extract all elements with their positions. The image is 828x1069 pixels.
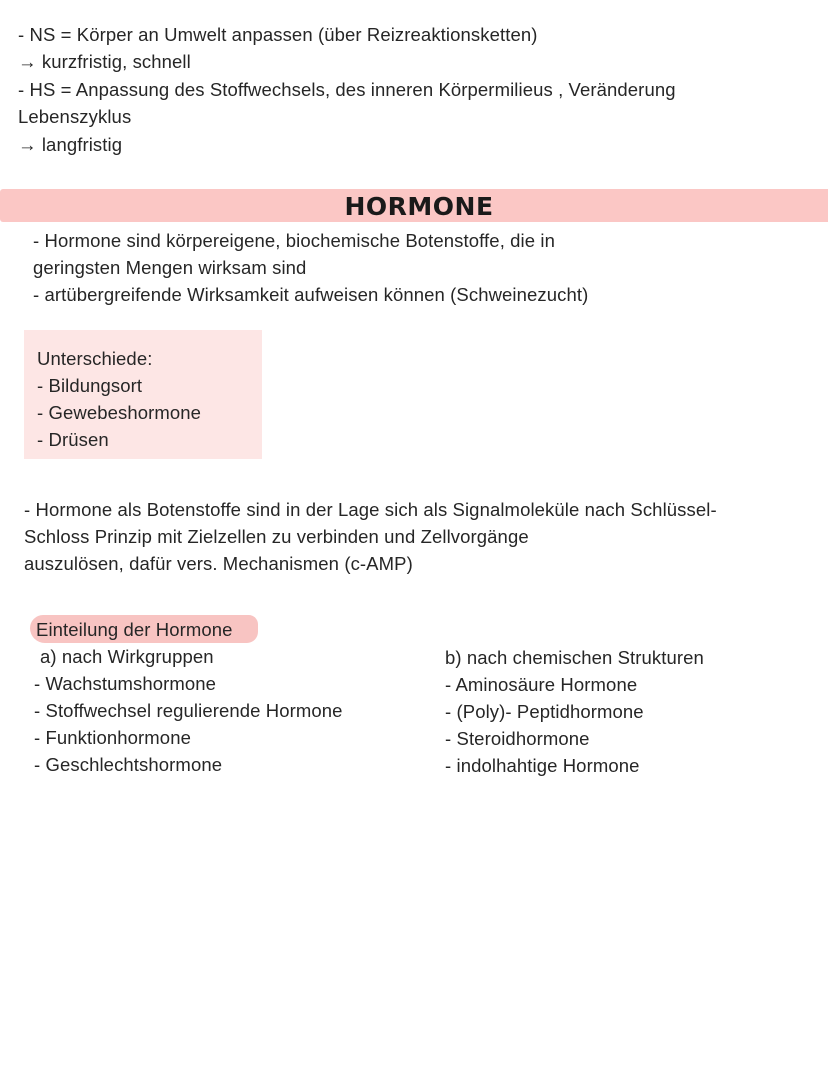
differences-item: - Gewebeshormone bbox=[37, 402, 202, 423]
definition-line-2: geringsten Mengen wirksam sind bbox=[33, 257, 307, 278]
ns-definition: - NS = Körper an Umwelt anpassen (über Reizreaktionsketten) bbox=[18, 24, 538, 45]
differences-item: - Drüsen bbox=[37, 429, 109, 450]
signal-line-1: - Hormone als Botenstoffe sind in der Lage sich als Signalmoleküle nach Schlüssel- bbox=[24, 499, 717, 520]
right-column-item: - indolhahtige Hormone bbox=[445, 755, 640, 776]
right-column-item: - Aminosäure Hormone bbox=[445, 674, 638, 695]
right-column-title: b) nach chemischen Strukturen bbox=[445, 647, 704, 668]
definition-line-3: - artübergreifende Wirksamkeit aufweisen können (Schweinezucht) bbox=[33, 284, 589, 305]
hs-definition-line-2: Lebenszyklus bbox=[18, 106, 132, 127]
left-column-item: - Geschlechtshormone bbox=[34, 754, 223, 775]
left-column-item: - Stoffwechsel regulierende Hormone bbox=[34, 700, 343, 721]
left-column-title: a) nach Wirkgruppen bbox=[40, 646, 214, 667]
differences-item: - Bildungsort bbox=[37, 375, 143, 396]
right-column-item: - (Poly)- Peptidhormone bbox=[445, 701, 644, 722]
left-column-item: - Wachstumshormone bbox=[34, 673, 217, 694]
signal-line-3: auszulösen, dafür vers. Mechanismen (c-AMP) bbox=[24, 553, 413, 574]
hs-definition-line-1: - HS = Anpassung des Stoffwechsels, des inneren Körpermilieus , Veränderung bbox=[18, 79, 676, 100]
ns-result: → kurzfristig, schnell bbox=[18, 51, 191, 72]
signal-line-2: Schloss Prinzip mit Zielzellen zu verbinden und Zellvorgänge bbox=[24, 526, 529, 547]
hs-result: → langfristig bbox=[18, 134, 123, 155]
left-column-item: - Funktionhormone bbox=[34, 727, 191, 748]
right-column-item: - Steroidhormone bbox=[445, 728, 590, 749]
classification-heading: Einteilung der Hormone bbox=[36, 619, 233, 640]
section-title: HORMONE bbox=[344, 192, 494, 221]
definition-line-1: - Hormone sind körpereigene, biochemische Botenstoffe, die in bbox=[33, 230, 555, 251]
differences-heading: Unterschiede: bbox=[37, 348, 153, 369]
